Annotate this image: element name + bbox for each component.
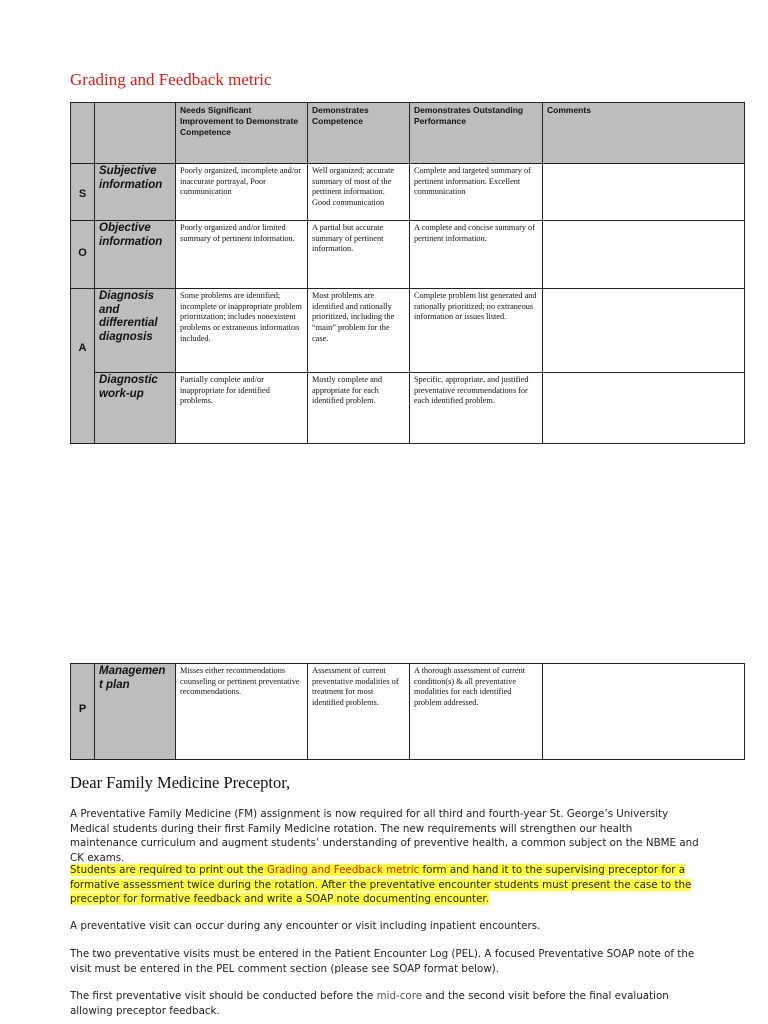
- paragraph-visit-types: A preventative visit can occur during any encounter or visit including inpatient encounters.: [70, 920, 541, 932]
- table-row: [71, 289, 745, 373]
- cell-outstanding: A thorough assessment of current condition(s) & all preventative modalities for each identified problem addressed.: [410, 664, 543, 760]
- table-row: [71, 373, 745, 444]
- soap-letter-o: O: [71, 221, 95, 289]
- soap-letter-a: A: [71, 289, 95, 444]
- highlight-text-before: Students are required to print out the: [70, 864, 267, 876]
- cell-comments: [543, 164, 745, 221]
- cell-competence: A partial but accurate summary of pertinent information.: [308, 221, 410, 289]
- cell-needs-improvement: Partially complete and/or inappropriate for identified problems.: [176, 373, 308, 444]
- cell-comments: [543, 221, 745, 289]
- section-objective: Objective information: [95, 221, 176, 289]
- mid-core-link[interactable]: mid-core: [376, 990, 423, 1002]
- header-section-cell: [95, 103, 176, 164]
- table-header-row: [71, 103, 745, 164]
- table-row: [71, 164, 745, 221]
- header-competence: Demonstrates Competence: [308, 103, 410, 164]
- cell-competence: Most problems are identified and rationally prioritized, including the “main” problem for the case.: [308, 289, 410, 373]
- cell-needs-improvement: Some problems are identified; incomplete or inappropriate problem prioritization; includes nonexistent problems or extraneous information included.: [176, 289, 308, 373]
- grading-rubric-table-continued: [70, 663, 745, 760]
- timing-text-after: and the second visit before the final evaluation allowing preceptor feedback.: [70, 990, 669, 1017]
- cell-comments: [543, 373, 745, 444]
- section-diagnosis: Diagnosis and differential diagnosis: [95, 289, 176, 373]
- cell-needs-improvement: Poorly organized and/or limited summary of pertinent information.: [176, 221, 308, 289]
- highlight-text-after: form and hand it to the supervising preceptor for a formative assessment twice during the rotation. After the preventative encounter students must present the case to the preceptor for formative feedback and write a SOAP note documenting encounter.: [70, 864, 692, 906]
- cell-needs-improvement: Poorly organized, incomplete and/or inaccurate portrayal, Poor communication: [176, 164, 308, 221]
- paragraph-instructions: [70, 863, 700, 907]
- timing-text-before: The first preventative visit should be conducted before the: [70, 990, 377, 1002]
- cell-comments: [543, 664, 745, 760]
- soap-letter-p: P: [71, 664, 95, 760]
- cell-comments: [543, 289, 745, 373]
- cell-outstanding: Complete and targeted summary of pertinent information. Excellent communication: [410, 164, 543, 221]
- section-subjective: Subjective information: [95, 164, 176, 221]
- header-letter-cell: [71, 103, 95, 164]
- section-diagnostic-workup: Diagnostic work-up: [95, 373, 176, 444]
- letter-salutation: Dear Family Medicine Preceptor,: [70, 773, 291, 792]
- section-management-plan: Managemen t plan: [95, 664, 176, 760]
- cell-competence: Mostly complete and appropriate for each identified problem.: [308, 373, 410, 444]
- grading-metric-link[interactable]: Grading and Feedback metric: [266, 864, 420, 876]
- paragraph-pel-entry: The two preventative visits must be entered in the Patient Encounter Log (PEL). A focused Preventative SOAP note of the visit must be entered in the PEL comment section (please see SOAP format below).: [70, 948, 695, 975]
- soap-letter-s: S: [71, 164, 95, 221]
- paragraph-visit-timing: [70, 989, 700, 1018]
- cell-needs-improvement: Misses either recommendations counseling or pertinent preventative recommendations.: [176, 664, 308, 760]
- metric-title: Grading and Feedback metric: [70, 70, 272, 89]
- header-needs-improvement: Needs Significant Improvement to Demonstrate Competence: [176, 103, 308, 164]
- header-comments: Comments: [543, 103, 745, 164]
- cell-competence: Well organized; accurate summary of most of the pertinent information. Good communication: [308, 164, 410, 221]
- paragraph-assignment-intro: A Preventative Family Medicine (FM) assignment is now required for all third and fourth-year St. George’s University Medical students during their first Family Medicine rotation. The new requirements will strengthen our health maintenance curriculum and augment students’ understanding of preventive health, a common subject on the NBME and CK exams.: [70, 808, 699, 865]
- grading-rubric-table: [70, 102, 745, 444]
- cell-outstanding: A complete and concise summary of pertinent information.: [410, 221, 543, 289]
- cell-outstanding: Specific, appropriate, and justified preventative recommendations for each identified problem.: [410, 373, 543, 444]
- cell-outstanding: Complete problem list generated and rationally prioritized; no extraneous information or issues listed.: [410, 289, 543, 373]
- cell-competence: Assessment of current preventative modalities of treatment for most identified problems.: [308, 664, 410, 760]
- header-outstanding: Demonstrates Outstanding Performance: [410, 103, 543, 164]
- table-row: [71, 221, 745, 289]
- table-row: [71, 664, 745, 760]
